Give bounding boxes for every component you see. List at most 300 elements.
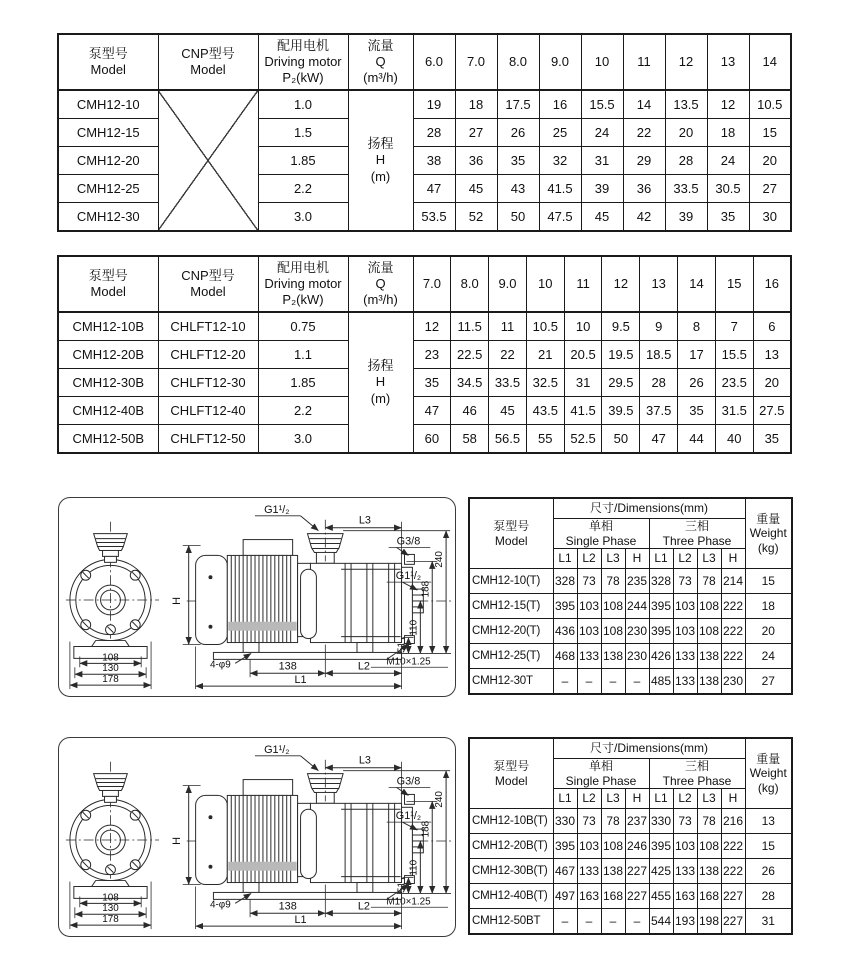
- dim-value-cell: 108: [601, 619, 625, 644]
- head-value-cell: 27: [749, 175, 791, 203]
- dim-value-cell: 73: [577, 809, 601, 834]
- table-row: [58, 425, 791, 454]
- head-value-cell: 52: [455, 203, 497, 232]
- head-value-cell: 20: [753, 369, 791, 397]
- head-value-cell: 41.5: [564, 397, 602, 425]
- head-value-cell: 44: [678, 425, 716, 454]
- motor-end-cap: [196, 555, 228, 644]
- weight-header: 重量 Weight (kg): [745, 738, 792, 809]
- head-value-cell: 10.5: [526, 312, 564, 341]
- pump-model-cell: CMH12-30: [58, 203, 158, 232]
- head-value-cell: 26: [497, 119, 539, 147]
- three-phase-header: 三相 Three Phase: [649, 519, 745, 549]
- dim-col-header: L1: [553, 789, 577, 809]
- svg-text:4-φ9: 4-φ9: [210, 659, 231, 671]
- head-value-cell: 18: [455, 90, 497, 119]
- head-value-cell: 33.5: [489, 369, 527, 397]
- svg-text:188: 188: [420, 820, 432, 838]
- model-cell: CMH12-20B(T): [469, 834, 553, 859]
- svg-text:H: H: [170, 597, 183, 605]
- table-row: [469, 644, 792, 669]
- dim-value-cell: –: [553, 669, 577, 695]
- dim-value-cell: 78: [697, 569, 721, 594]
- dim-value-cell: 216: [721, 809, 745, 834]
- weight-cell: 13: [745, 809, 792, 834]
- dimensions-table-2-host: [468, 737, 793, 935]
- dim-value-cell: 426: [649, 644, 673, 669]
- dim-value-cell: 230: [625, 644, 649, 669]
- weight-cell: 24: [745, 644, 792, 669]
- flow-col-header: 16: [753, 256, 791, 312]
- dim-col-header: L1: [649, 789, 673, 809]
- dim-value-cell: 198: [697, 909, 721, 935]
- dim-value-cell: –: [625, 909, 649, 935]
- svg-text:178: 178: [102, 914, 119, 926]
- model-cell: CMH12-15(T): [469, 594, 553, 619]
- flow-col-header: 10: [526, 256, 564, 312]
- dim-value-cell: 227: [625, 859, 649, 884]
- head-value-cell: 10.5: [749, 90, 791, 119]
- svg-text:4-φ9: 4-φ9: [210, 899, 231, 911]
- dim-col-header: L2: [673, 549, 697, 569]
- dim-value-cell: –: [625, 669, 649, 695]
- head-value-cell: 50: [602, 425, 640, 454]
- dim-value-cell: 246: [625, 834, 649, 859]
- svg-text:H: H: [170, 837, 183, 845]
- head-value-cell: 28: [413, 119, 455, 147]
- dim-col-header: L1: [553, 549, 577, 569]
- dimensions-table: [468, 497, 793, 695]
- dim-value-cell: 395: [649, 619, 673, 644]
- table-row: [469, 619, 792, 644]
- dim-value-cell: 108: [601, 834, 625, 859]
- dim-value-cell: 395: [649, 834, 673, 859]
- head-value-cell: 27.5: [753, 397, 791, 425]
- head-value-cell: 55: [526, 425, 564, 454]
- head-value-cell: 17: [678, 341, 716, 369]
- cnp-model-header: CNP型号 Model: [158, 256, 258, 312]
- pump-model-cell: CMH12-10B: [58, 312, 158, 341]
- svg-text:L3: L3: [358, 754, 371, 767]
- pump-model-header: 泵型号 Model: [58, 34, 158, 90]
- svg-text:G3/8: G3/8: [396, 535, 421, 548]
- head-value-cell: 12: [413, 312, 451, 341]
- head-value-cell: 11.5: [451, 312, 489, 341]
- model-cell: CMH12-50BT: [469, 909, 553, 935]
- weight-cell: 15: [745, 834, 792, 859]
- flow-col-header: 7.0: [455, 34, 497, 90]
- head-value-cell: 36: [623, 175, 665, 203]
- weight-cell: 20: [745, 619, 792, 644]
- dim-value-cell: 133: [673, 644, 697, 669]
- head-value-cell: 52.5: [564, 425, 602, 454]
- dim-value-cell: 330: [649, 809, 673, 834]
- dim-col-header: L2: [577, 549, 601, 569]
- pump-foot: [357, 883, 373, 893]
- svg-text:130: 130: [102, 903, 119, 915]
- label-g-inlet: [255, 744, 318, 771]
- flow-col-header: 14: [678, 256, 716, 312]
- model-cell: CMH12-25(T): [469, 644, 553, 669]
- pump-drawing-panel-1: [58, 497, 456, 697]
- head-value-cell: 15.5: [581, 90, 623, 119]
- dim-value-cell: –: [553, 909, 577, 935]
- dim-value-cell: 103: [673, 834, 697, 859]
- pump-technical-drawing: [59, 498, 455, 696]
- dim-value-cell: –: [577, 669, 601, 695]
- dim-value-cell: 78: [601, 569, 625, 594]
- head-value-cell: 18.5: [640, 341, 678, 369]
- head-value-cell: 28: [640, 369, 678, 397]
- table-row: [58, 312, 791, 341]
- performance-table: [57, 33, 792, 232]
- head-value-cell: 20: [749, 147, 791, 175]
- dimensions-header: 尺寸/Dimensions(mm): [553, 738, 745, 759]
- dim-value-cell: 168: [601, 884, 625, 909]
- pump-head: [310, 803, 401, 882]
- dim-value-cell: 230: [721, 669, 745, 695]
- dim-value-cell: 168: [697, 884, 721, 909]
- head-value-cell: 8: [678, 312, 716, 341]
- head-value-cell: 30.5: [707, 175, 749, 203]
- dim-value-cell: 138: [601, 859, 625, 884]
- svg-text:M10×1.25: M10×1.25: [386, 656, 431, 668]
- flow-col-header: 15: [715, 256, 753, 312]
- head-value-cell: 41.5: [539, 175, 581, 203]
- pump-side-view: [171, 504, 452, 689]
- dim-value-cell: 73: [673, 569, 697, 594]
- terminal-box: [243, 780, 293, 796]
- head-value-cell: 18: [707, 119, 749, 147]
- table-row: [58, 341, 791, 369]
- head-value-cell: 38: [413, 147, 455, 175]
- pump-side-view: [171, 744, 452, 929]
- driving-motor-header: 配用电机 Driving motor P₂(kW): [258, 34, 348, 90]
- motor-power-cell: 0.75: [258, 312, 348, 341]
- flow-header: 流量 Q (m³/h): [348, 256, 413, 312]
- dim-value-cell: 436: [553, 619, 577, 644]
- pump-model-cell: CMH12-30B: [58, 369, 158, 397]
- dim-value-cell: 138: [601, 644, 625, 669]
- svg-text:130: 130: [102, 663, 119, 675]
- head-value-cell: 46: [451, 397, 489, 425]
- pump-drawing-panel-2: [58, 737, 456, 937]
- single-phase-header: 单相 Single Phase: [553, 759, 649, 789]
- dimensions-table: [468, 737, 793, 935]
- motor-power-cell: 2.2: [258, 397, 348, 425]
- svg-text:108: 108: [102, 652, 119, 664]
- dim-value-cell: 73: [673, 809, 697, 834]
- svg-text:G3/8: G3/8: [396, 775, 421, 788]
- flow-col-header: 9.0: [539, 34, 581, 90]
- head-value-cell: 30: [749, 203, 791, 232]
- pump-handle: [301, 809, 317, 878]
- head-value-cell: 13.5: [665, 90, 707, 119]
- head-value-cell: 43.5: [526, 397, 564, 425]
- dim-value-cell: 222: [721, 644, 745, 669]
- svg-text:51: 51: [396, 641, 408, 653]
- inlet-nut-front: [94, 534, 128, 563]
- head-value-cell: 29: [623, 147, 665, 175]
- dim-value-cell: 133: [577, 859, 601, 884]
- head-value-cell: 39.5: [602, 397, 640, 425]
- dim-col-header: L3: [601, 789, 625, 809]
- dim-value-cell: 395: [553, 834, 577, 859]
- head-value-cell: 19.5: [602, 341, 640, 369]
- svg-text:L2: L2: [357, 660, 370, 673]
- dim-value-cell: 214: [721, 569, 745, 594]
- pump-model-header: 泵型号 Model: [58, 256, 158, 312]
- cnp-model-header: CNP型号 Model: [158, 34, 258, 90]
- model-header: 泵型号 Model: [469, 738, 553, 809]
- svg-text:138: 138: [278, 900, 297, 913]
- head-value-cell: 35: [413, 369, 451, 397]
- weight-cell: 27: [745, 669, 792, 695]
- performance-table: [57, 255, 792, 454]
- head-value-cell: 22: [623, 119, 665, 147]
- dim-col-header: H: [625, 549, 649, 569]
- baseplate: [213, 652, 401, 659]
- head-value-cell: 7: [715, 312, 753, 341]
- head-value-cell: 25: [539, 119, 581, 147]
- dim-value-cell: 235: [625, 569, 649, 594]
- head-value-cell: 35: [497, 147, 539, 175]
- dim-col-header: H: [625, 789, 649, 809]
- dim-col-header: L3: [697, 549, 721, 569]
- flow-col-header: 6.0: [413, 34, 455, 90]
- terminal-box: [243, 540, 293, 556]
- cnp-model-cell: CHLFT12-30: [158, 369, 258, 397]
- cnp-model-cell: CHLFT12-10: [158, 312, 258, 341]
- dim-col-header: H: [721, 549, 745, 569]
- dim-value-cell: 138: [697, 859, 721, 884]
- model-cell: CMH12-10(T): [469, 569, 553, 594]
- head-value-cell: 47: [413, 397, 451, 425]
- motor-foot: [243, 643, 259, 653]
- dim-value-cell: 222: [721, 594, 745, 619]
- single-phase-header: 单相 Single Phase: [553, 519, 649, 549]
- head-value-cell: 20: [665, 119, 707, 147]
- head-value-cell: 15: [749, 119, 791, 147]
- dim-value-cell: 133: [673, 669, 697, 695]
- model-cell: CMH12-20(T): [469, 619, 553, 644]
- table-row: [469, 669, 792, 695]
- model-cell: CMH12-10B(T): [469, 809, 553, 834]
- dim-value-cell: 103: [577, 834, 601, 859]
- pump-technical-drawing: [59, 738, 455, 936]
- dim-value-cell: 328: [649, 569, 673, 594]
- dim-value-cell: –: [577, 909, 601, 935]
- head-value-cell: 23: [413, 341, 451, 369]
- dim-value-cell: –: [601, 909, 625, 935]
- model-cell: CMH12-30T: [469, 669, 553, 695]
- head-value-cell: 40: [715, 425, 753, 454]
- motor-power-cell: 1.5: [258, 119, 348, 147]
- svg-text:110: 110: [408, 619, 420, 636]
- dim-value-cell: 108: [697, 594, 721, 619]
- pump-model-cell: CMH12-20: [58, 147, 158, 175]
- head-value-cell: 32: [539, 147, 581, 175]
- flow-col-header: 13: [640, 256, 678, 312]
- head-label-cell: 扬程 H (m): [348, 90, 413, 231]
- motor-power-cell: 1.85: [258, 369, 348, 397]
- dim-value-cell: 138: [697, 669, 721, 695]
- weight-cell: 31: [745, 909, 792, 935]
- dim-value-cell: 103: [673, 619, 697, 644]
- head-value-cell: 37.5: [640, 397, 678, 425]
- svg-text:L1: L1: [294, 674, 307, 687]
- head-value-cell: 27: [455, 119, 497, 147]
- head-value-cell: 9.5: [602, 312, 640, 341]
- table-row: [58, 369, 791, 397]
- dim-value-cell: 78: [697, 809, 721, 834]
- flow-col-header: 8.0: [451, 256, 489, 312]
- inlet-nut-front: [94, 774, 128, 803]
- dim-value-cell: 138: [697, 644, 721, 669]
- head-value-cell: 31: [581, 147, 623, 175]
- three-phase-header: 三相 Three Phase: [649, 759, 745, 789]
- motor-power-cell: 1.1: [258, 341, 348, 369]
- motor-end-cap: [196, 795, 228, 884]
- head-value-cell: 47.5: [539, 203, 581, 232]
- pump-model-cell: CMH12-10: [58, 90, 158, 119]
- head-value-cell: 21: [526, 341, 564, 369]
- flow-col-header: 11: [564, 256, 602, 312]
- dim-value-cell: 133: [673, 859, 697, 884]
- motor-power-cell: 1.85: [258, 147, 348, 175]
- flow-col-header: 10: [581, 34, 623, 90]
- head-value-cell: 22.5: [451, 341, 489, 369]
- pump-front-view: [66, 762, 159, 929]
- dim-value-cell: 222: [721, 619, 745, 644]
- dim-value-cell: 395: [649, 594, 673, 619]
- motor-power-cell: 2.2: [258, 175, 348, 203]
- dim-value-cell: 468: [553, 644, 577, 669]
- dim-col-header: L1: [649, 549, 673, 569]
- dim-value-cell: 467: [553, 859, 577, 884]
- head-value-cell: 19: [413, 90, 455, 119]
- dim-value-cell: 222: [721, 834, 745, 859]
- head-value-cell: 45: [455, 175, 497, 203]
- head-value-cell: 39: [581, 175, 623, 203]
- g38-port: [405, 554, 415, 564]
- weight-cell: 28: [745, 884, 792, 909]
- dim-value-cell: 330: [553, 809, 577, 834]
- head-value-cell: 35: [678, 397, 716, 425]
- table-row: [469, 859, 792, 884]
- head-value-cell: 34.5: [451, 369, 489, 397]
- dim-col-header: L2: [673, 789, 697, 809]
- dim-value-cell: 193: [673, 909, 697, 935]
- dim-value-cell: 227: [625, 884, 649, 909]
- dim-value-cell: 103: [577, 619, 601, 644]
- head-value-cell: 56.5: [489, 425, 527, 454]
- pump-model-cell: CMH12-50B: [58, 425, 158, 454]
- head-value-cell: 6: [753, 312, 791, 341]
- table-row: [469, 834, 792, 859]
- head-value-cell: 43: [497, 175, 539, 203]
- head-value-cell: 11: [489, 312, 527, 341]
- svg-text:240: 240: [434, 791, 446, 808]
- flow-col-header: 7.0: [413, 256, 451, 312]
- model-header: 泵型号 Model: [469, 498, 553, 569]
- svg-text:178: 178: [102, 674, 119, 686]
- svg-text:138: 138: [278, 660, 297, 673]
- pump-model-cell: CMH12-25: [58, 175, 158, 203]
- dim-value-cell: 108: [697, 619, 721, 644]
- head-value-cell: 22: [489, 341, 527, 369]
- svg-text:188: 188: [420, 580, 432, 598]
- flow-col-header: 11: [623, 34, 665, 90]
- head-value-cell: 31.5: [715, 397, 753, 425]
- head-value-cell: 60: [413, 425, 451, 454]
- flow-col-header: 8.0: [497, 34, 539, 90]
- svg-text:L1: L1: [294, 914, 307, 927]
- head-value-cell: 17.5: [497, 90, 539, 119]
- dim-value-cell: 227: [721, 884, 745, 909]
- dim-value-cell: 328: [553, 569, 577, 594]
- head-value-cell: 42: [623, 203, 665, 232]
- head-value-cell: 31: [564, 369, 602, 397]
- pump-model-cell: CMH12-40B: [58, 397, 158, 425]
- head-value-cell: 9: [640, 312, 678, 341]
- dim-value-cell: 244: [625, 594, 649, 619]
- svg-text:G1¹/₂: G1¹/₂: [395, 570, 422, 583]
- dim-value-cell: 455: [649, 884, 673, 909]
- svg-text:108: 108: [102, 892, 119, 904]
- svg-text:G1¹/₂: G1¹/₂: [264, 503, 290, 516]
- head-value-cell: 47: [413, 175, 455, 203]
- flow-col-header: 14: [749, 34, 791, 90]
- head-value-cell: 58: [451, 425, 489, 454]
- motor-power-cell: 1.0: [258, 90, 348, 119]
- dim-value-cell: 425: [649, 859, 673, 884]
- weight-cell: 26: [745, 859, 792, 884]
- dim-value-cell: 73: [577, 569, 601, 594]
- dim-value-cell: 103: [673, 594, 697, 619]
- dim-col-header: L2: [577, 789, 601, 809]
- pump-foot: [357, 643, 373, 653]
- head-value-cell: 33.5: [665, 175, 707, 203]
- flow-header: 流量 Q (m³/h): [348, 34, 413, 90]
- svg-text:51: 51: [396, 881, 408, 893]
- head-value-cell: 50: [497, 203, 539, 232]
- head-value-cell: 13: [753, 341, 791, 369]
- flow-col-header: 13: [707, 34, 749, 90]
- pump-front-view: [66, 522, 159, 689]
- motor-power-cell: 3.0: [258, 203, 348, 232]
- dim-value-cell: 395: [553, 594, 577, 619]
- dim-value-cell: 108: [697, 834, 721, 859]
- head-value-cell: 45: [581, 203, 623, 232]
- driving-motor-header: 配用电机 Driving motor P₂(kW): [258, 256, 348, 312]
- head-value-cell: 35: [753, 425, 791, 454]
- table-row: [469, 809, 792, 834]
- baseplate: [213, 892, 401, 899]
- svg-text:110: 110: [408, 859, 420, 876]
- table-row: [58, 90, 791, 119]
- head-value-cell: 14: [623, 90, 665, 119]
- weight-cell: 18: [745, 594, 792, 619]
- dimensions-header: 尺寸/Dimensions(mm): [553, 498, 745, 519]
- head-value-cell: 36: [455, 147, 497, 175]
- svg-text:L3: L3: [358, 514, 371, 527]
- head-value-cell: 29.5: [602, 369, 640, 397]
- table-row: [469, 909, 792, 935]
- head-value-cell: 23.5: [715, 369, 753, 397]
- table-row: [58, 397, 791, 425]
- dimensions-table-1-host: [468, 497, 793, 695]
